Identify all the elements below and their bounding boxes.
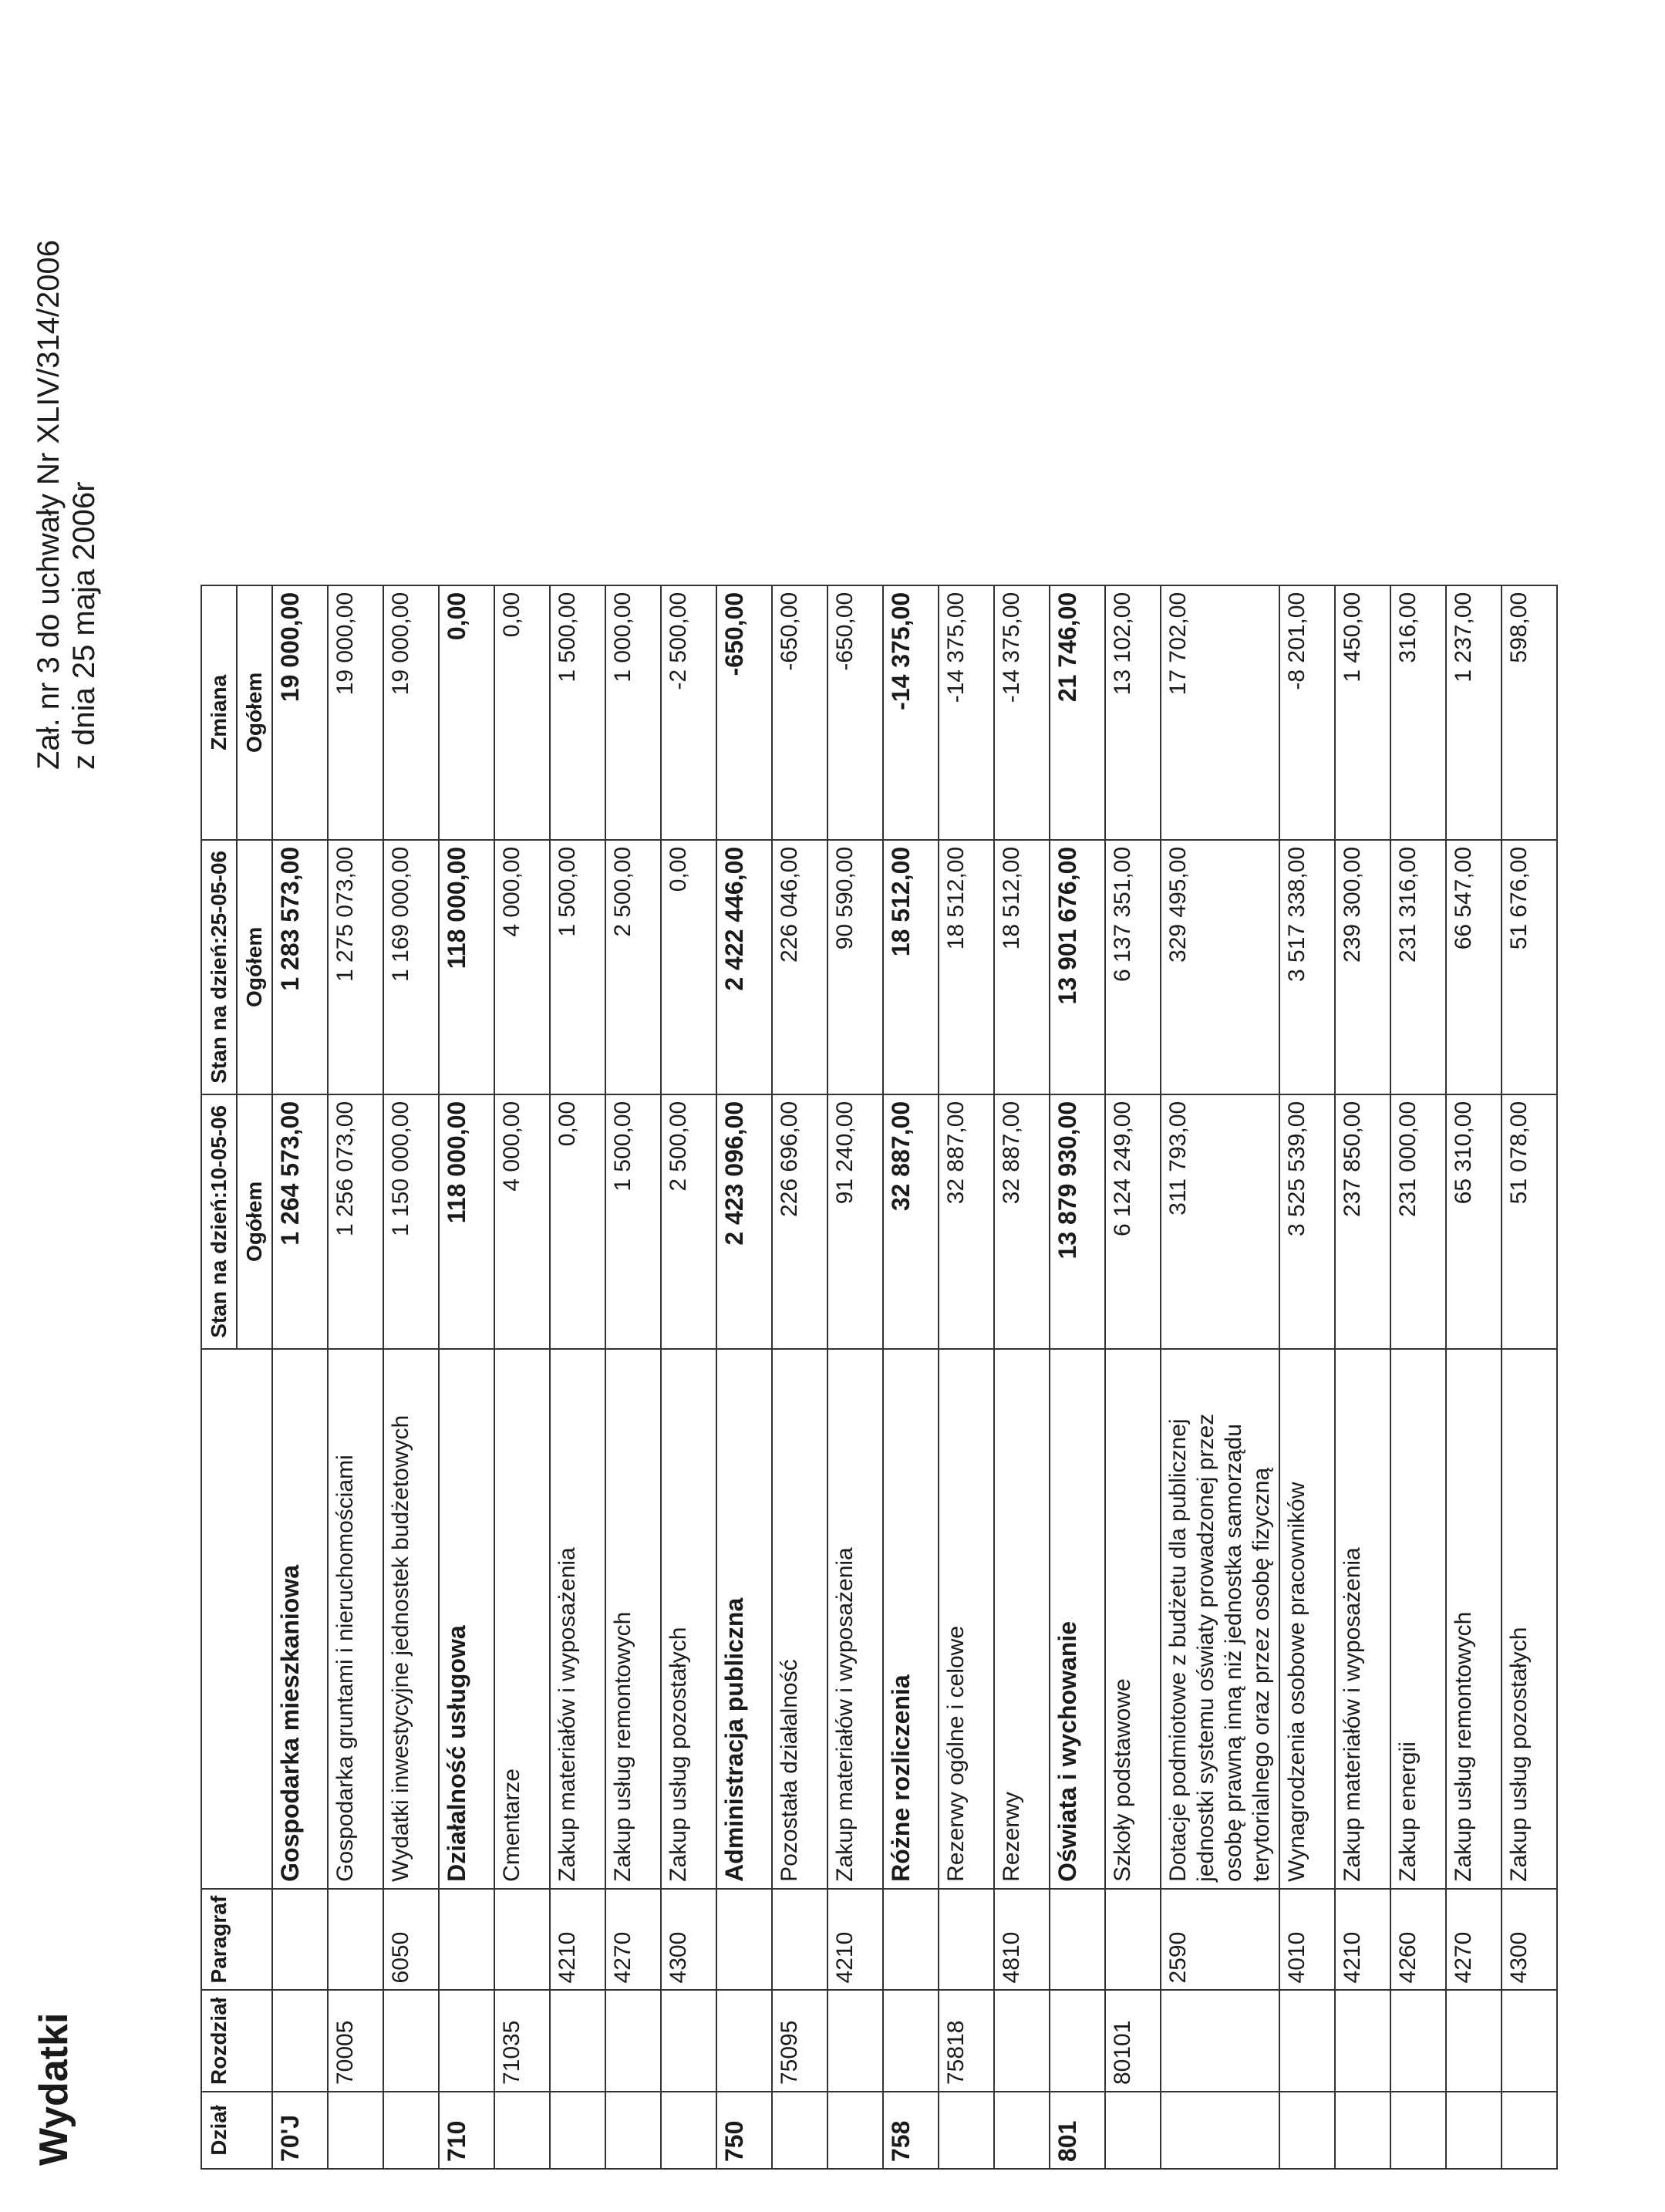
cell-name: Oświata i wychowanie	[1050, 1349, 1105, 1889]
cell-stan-2: 1 500,00	[550, 840, 605, 1094]
table-row	[1161, 585, 1279, 2169]
cell-rozdzial: 70005	[328, 1990, 383, 2092]
cell-dzial	[772, 2092, 827, 2169]
cell-paragraf	[772, 1889, 827, 1991]
cell-dzial: 750	[716, 2092, 772, 2169]
cell-name: Cmentarze	[494, 1349, 550, 1889]
cell-zmiana: -14 375,00	[883, 585, 939, 840]
table-row	[1335, 585, 1390, 2169]
resolution-note	[31, 240, 102, 770]
table-row	[994, 585, 1050, 2169]
cell-dzial	[1335, 2092, 1390, 2169]
cell-paragraf: 4210	[827, 1889, 883, 1991]
cell-dzial	[1161, 2092, 1279, 2169]
cell-paragraf: 4260	[1390, 1889, 1446, 1991]
cell-stan-1: 3 525 539,00	[1279, 1094, 1335, 1349]
cell-stan-1: 2 423 096,00	[716, 1094, 772, 1349]
cell-stan-2: 231 316,00	[1390, 840, 1446, 1094]
cell-dzial	[605, 2092, 661, 2169]
cell-stan-2: 18 512,00	[883, 840, 939, 1094]
cell-zmiana: -650,00	[827, 585, 883, 840]
expenses-table-body	[272, 585, 1557, 2169]
table-row	[494, 585, 550, 2169]
table-row	[1105, 585, 1161, 2169]
header-stan-1: Stan na dzień:10-05-06	[201, 1094, 237, 1349]
header-paragraf: Paragraf	[201, 1889, 272, 1991]
cell-dzial	[661, 2092, 716, 2169]
cell-stan-2: 2 422 446,00	[716, 840, 772, 1094]
cell-dzial	[827, 2092, 883, 2169]
cell-rozdzial	[827, 1990, 883, 2092]
table-row	[1279, 585, 1335, 2169]
cell-name: Zakup usług remontowych	[605, 1349, 661, 1889]
cell-rozdzial	[661, 1990, 716, 2092]
cell-stan-2: 329 495,00	[1161, 840, 1279, 1094]
cell-zmiana: -8 201,00	[1279, 585, 1335, 840]
table-row	[1502, 585, 1557, 2169]
header-dzial: Dział	[201, 2092, 272, 2169]
cell-name: Zakup materiałów i wyposażenia	[550, 1349, 605, 1889]
cell-stan-2: 2 500,00	[605, 840, 661, 1094]
cell-dzial	[383, 2092, 439, 2169]
cell-stan-2: 13 901 676,00	[1050, 840, 1105, 1094]
cell-stan-2: 51 676,00	[1502, 840, 1557, 1094]
cell-paragraf: 4300	[1502, 1889, 1557, 1991]
cell-stan-1: 32 887,00	[994, 1094, 1050, 1349]
cell-name: Zakup materiałów i wyposażenia	[827, 1349, 883, 1889]
cell-zmiana: 0,00	[494, 585, 550, 840]
cell-zmiana: 13 102,00	[1105, 585, 1161, 840]
cell-paragraf: 4270	[605, 1889, 661, 1991]
cell-rozdzial	[1502, 1990, 1557, 2092]
cell-stan-1: 311 793,00	[1161, 1094, 1279, 1349]
cell-dzial	[1502, 2092, 1557, 2169]
cell-dzial: 758	[883, 2092, 939, 2169]
cell-stan-2: 226 046,00	[772, 840, 827, 1094]
cell-stan-1: 1 500,00	[605, 1094, 661, 1349]
cell-name: Różne rozliczenia	[883, 1349, 939, 1889]
cell-stan-1: 1 150 000,00	[383, 1094, 439, 1349]
cell-zmiana: 1 450,00	[1335, 585, 1390, 840]
cell-stan-1: 237 850,00	[1335, 1094, 1390, 1349]
cell-dzial	[1446, 2092, 1502, 2169]
expenses-table	[201, 585, 1558, 2170]
page-title: Wydatki	[32, 2012, 76, 2166]
cell-paragraf	[494, 1889, 550, 1991]
cell-rozdzial	[1050, 1990, 1105, 2092]
cell-name: Administracja publiczna	[716, 1349, 772, 1889]
cell-name: Wydatki inwestycyjne jednostek budżetowych	[383, 1349, 439, 1889]
cell-zmiana: 17 702,00	[1161, 585, 1279, 840]
cell-zmiana: 19 000,00	[328, 585, 383, 840]
table-row	[550, 585, 605, 2169]
cell-paragraf	[1105, 1889, 1161, 1991]
cell-rozdzial	[1446, 1990, 1502, 2092]
cell-paragraf	[1050, 1889, 1105, 1991]
cell-zmiana: 0,00	[439, 585, 494, 840]
cell-rozdzial	[550, 1990, 605, 2092]
cell-paragraf: 4270	[1446, 1889, 1502, 1991]
cell-rozdzial	[272, 1990, 328, 2092]
cell-dzial: 801	[1050, 2092, 1105, 2169]
cell-stan-1: 118 000,00	[439, 1094, 494, 1349]
table-row	[328, 585, 383, 2169]
cell-dzial	[994, 2092, 1050, 2169]
cell-stan-1: 1 264 573,00	[272, 1094, 328, 1349]
cell-zmiana: 598,00	[1502, 585, 1557, 840]
cell-stan-2: 4 000,00	[494, 840, 550, 1094]
cell-stan-2: 18 512,00	[994, 840, 1050, 1094]
cell-paragraf: 2590	[1161, 1889, 1279, 1991]
cell-paragraf: 4010	[1279, 1889, 1335, 1991]
header-ogolem-3: Ogółem	[237, 585, 272, 840]
table-row	[772, 585, 827, 2169]
cell-zmiana: 19 000,00	[383, 585, 439, 840]
cell-stan-1: 0,00	[550, 1094, 605, 1349]
header-rozdzial: Rozdział	[201, 1990, 272, 2092]
cell-stan-1: 1 256 073,00	[328, 1094, 383, 1349]
table-row	[939, 585, 994, 2169]
cell-zmiana: 19 000,00	[272, 585, 328, 840]
cell-stan-2: 6 137 351,00	[1105, 840, 1161, 1094]
cell-stan-1: 65 310,00	[1446, 1094, 1502, 1349]
cell-dzial: 70'J	[272, 2092, 328, 2169]
cell-dzial	[1390, 2092, 1446, 2169]
cell-stan-1: 2 500,00	[661, 1094, 716, 1349]
cell-paragraf: 6050	[383, 1889, 439, 1991]
cell-paragraf	[272, 1889, 328, 1991]
cell-zmiana: -14 375,00	[994, 585, 1050, 840]
cell-stan-1: 6 124 249,00	[1105, 1094, 1161, 1349]
table-row	[1446, 585, 1502, 2169]
table-row	[716, 585, 772, 2169]
header-name	[201, 1349, 272, 1889]
cell-rozdzial: 71035	[494, 1990, 550, 2092]
cell-name: Działalność usługowa	[439, 1349, 494, 1889]
cell-name: Wynagrodzenia osobowe pracowników	[1279, 1349, 1335, 1889]
table-row	[383, 585, 439, 2169]
cell-zmiana: 316,00	[1390, 585, 1446, 840]
cell-dzial: 710	[439, 2092, 494, 2169]
cell-rozdzial	[883, 1990, 939, 2092]
cell-dzial	[939, 2092, 994, 2169]
table-row	[439, 585, 494, 2169]
cell-name: Pozostała działalność	[772, 1349, 827, 1889]
cell-stan-2: 239 300,00	[1335, 840, 1390, 1094]
cell-name: Zakup usług remontowych	[1446, 1349, 1502, 1889]
cell-paragraf: 4300	[661, 1889, 716, 1991]
table-row	[605, 585, 661, 2169]
table-row	[1050, 585, 1105, 2169]
cell-dzial	[550, 2092, 605, 2169]
cell-rozdzial: 80101	[1105, 1990, 1161, 2092]
cell-stan-1: 51 078,00	[1502, 1094, 1557, 1349]
cell-rozdzial: 75095	[772, 1990, 827, 2092]
cell-stan-2: 18 512,00	[939, 840, 994, 1094]
table-row	[827, 585, 883, 2169]
cell-name: Rezerwy ogólne i celowe	[939, 1349, 994, 1889]
cell-stan-1: 32 887,00	[939, 1094, 994, 1349]
cell-rozdzial: 75818	[939, 1990, 994, 2092]
cell-paragraf	[939, 1889, 994, 1991]
cell-zmiana: 21 746,00	[1050, 585, 1105, 840]
cell-zmiana: -2 500,00	[661, 585, 716, 840]
cell-paragraf	[716, 1889, 772, 1991]
cell-stan-2: 1 283 573,00	[272, 840, 328, 1094]
cell-paragraf: 4810	[994, 1889, 1050, 1991]
cell-rozdzial	[1161, 1990, 1279, 2092]
header-ogolem-1: Ogółem	[237, 1094, 272, 1349]
cell-paragraf: 4210	[1335, 1889, 1390, 1991]
table-row	[661, 585, 716, 2169]
cell-rozdzial	[439, 1990, 494, 2092]
cell-stan-1: 226 696,00	[772, 1094, 827, 1349]
cell-name: Zakup usług pozostałych	[661, 1349, 716, 1889]
cell-stan-2: 1 275 073,00	[328, 840, 383, 1094]
table-row	[272, 585, 328, 2169]
cell-stan-2: 1 169 000,00	[383, 840, 439, 1094]
cell-paragraf	[883, 1889, 939, 1991]
cell-name: Gospodarka gruntami i nieruchomościami	[328, 1349, 383, 1889]
cell-name: Zakup materiałów i wyposażenia	[1335, 1349, 1390, 1889]
cell-name: Dotacje podmiotowe z budżetu dla publicznej jednostki systemu oświaty prowadzonej przez osobę prawną inną niż jednostka samorządu terytorialnego oraz przez osobę fizyczną	[1161, 1349, 1279, 1889]
cell-stan-1: 32 887,00	[883, 1094, 939, 1349]
cell-zmiana: -650,00	[716, 585, 772, 840]
cell-name: Zakup usług pozostałych	[1502, 1349, 1557, 1889]
cell-name: Szkoły podstawowe	[1105, 1349, 1161, 1889]
table-row	[1390, 585, 1446, 2169]
cell-rozdzial	[1335, 1990, 1390, 2092]
cell-dzial	[1279, 2092, 1335, 2169]
cell-rozdzial	[1279, 1990, 1335, 2092]
cell-name: Gospodarka mieszkaniowa	[272, 1349, 328, 1889]
header-zmiana: Zmiana	[201, 585, 237, 840]
cell-paragraf	[439, 1889, 494, 1991]
cell-dzial	[1105, 2092, 1161, 2169]
cell-rozdzial	[383, 1990, 439, 2092]
cell-stan-1: 13 879 930,00	[1050, 1094, 1105, 1349]
cell-rozdzial	[994, 1990, 1050, 2092]
cell-stan-2: 90 590,00	[827, 840, 883, 1094]
cell-stan-1: 231 000,00	[1390, 1094, 1446, 1349]
cell-paragraf: 4210	[550, 1889, 605, 1991]
header-ogolem-2: Ogółem	[237, 840, 272, 1094]
resolution-note-line1: Zał. nr 3 do uchwały Nr XLIV/314/2006	[32, 239, 66, 770]
cell-stan-1: 4 000,00	[494, 1094, 550, 1349]
cell-name: Zakup energii	[1390, 1349, 1446, 1889]
cell-dzial	[328, 2092, 383, 2169]
cell-rozdzial	[605, 1990, 661, 2092]
header-stan-2: Stan na dzień:25-05-06	[201, 840, 237, 1094]
cell-zmiana: 1 500,00	[550, 585, 605, 840]
cell-zmiana: 1 237,00	[1446, 585, 1502, 840]
cell-rozdzial	[1390, 1990, 1446, 2092]
cell-dzial	[494, 2092, 550, 2169]
cell-zmiana: -14 375,00	[939, 585, 994, 840]
cell-stan-2: 3 517 338,00	[1279, 840, 1335, 1094]
cell-stan-2: 0,00	[661, 840, 716, 1094]
cell-zmiana: -650,00	[772, 585, 827, 840]
resolution-note-line2: z dnia 25 maja 2006r	[67, 481, 101, 770]
cell-rozdzial	[716, 1990, 772, 2092]
cell-stan-1: 91 240,00	[827, 1094, 883, 1349]
cell-paragraf	[328, 1889, 383, 1991]
cell-stan-2: 66 547,00	[1446, 840, 1502, 1094]
cell-stan-2: 118 000,00	[439, 840, 494, 1094]
cell-zmiana: 1 000,00	[605, 585, 661, 840]
table-row	[883, 585, 939, 2169]
cell-name: Rezerwy	[994, 1349, 1050, 1889]
